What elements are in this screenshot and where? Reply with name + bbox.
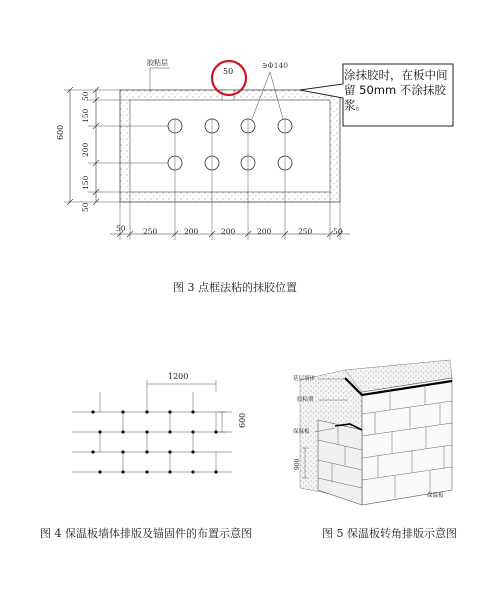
label-glue-layer: 胶粘层 (147, 59, 168, 67)
dim-left-1: 50 (81, 91, 90, 101)
dim-left-5: 50 (81, 202, 90, 212)
fig4-dim-height: 600 (238, 412, 247, 428)
fig5-label-wall: 基层墙体 (293, 376, 316, 382)
fig5-label-board: 保温板 (293, 429, 310, 435)
dim-bottom-2: 250 (143, 227, 158, 236)
fig4-dim-width: 1200 (168, 372, 189, 381)
dim-overall: 600 (56, 124, 65, 140)
dim-left-3: 200 (81, 142, 90, 157)
dim-bottom-6: 250 (298, 227, 313, 236)
label-gap: 50 (223, 67, 234, 76)
fig5-dim: 900 (294, 458, 301, 470)
dim-bottom-1: 50 (116, 224, 126, 233)
dim-bottom-7: 50 (333, 227, 343, 236)
callout-note: 涂抹胶时，在板中间留 50mm 不涂抹胶浆。 (344, 68, 448, 112)
dim-bottom-3: 200 (184, 227, 199, 236)
fig4-caption: 图 4 保温板墙体排版及锚固件的布置示意图 (40, 527, 252, 540)
dim-left-4: 150 (81, 175, 90, 190)
dim-left-2: 150 (81, 108, 90, 123)
label-dot-size: ∋Φ140 (262, 61, 289, 70)
fig3-caption: 图 3 点框法粘的抹胶位置 (173, 281, 297, 294)
fig5-label-board-2: 保温板 (427, 493, 444, 499)
fig5-label-adhesive: 胶粘剂 (297, 397, 314, 403)
dim-bottom-4: 200 (221, 227, 236, 236)
dim-bottom-5: 200 (257, 227, 272, 236)
fig5-caption: 图 5 保温板转角排版示意图 (322, 527, 457, 540)
